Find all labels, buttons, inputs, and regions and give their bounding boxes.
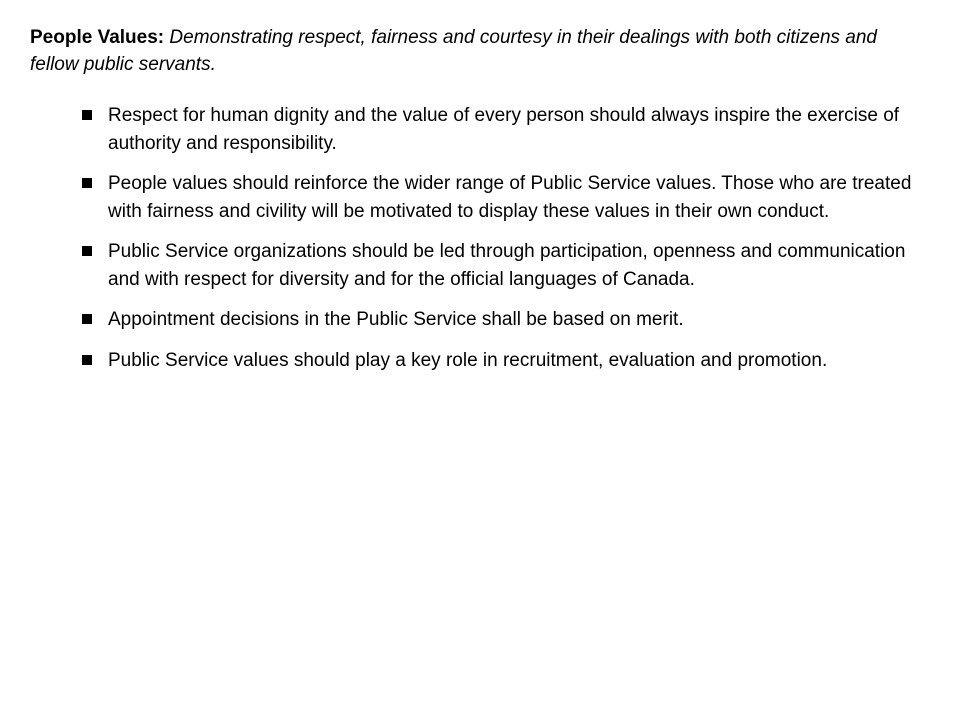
bullet-list — [80, 102, 940, 387]
bullet-text: People values should reinforce the wider range of Public Service values. Those who are treated with fairness and civility will be motivated to display these values in their own conduct. — [108, 173, 912, 222]
bullet-text: Appointment decisions in the Public Service shall be based on merit. — [108, 309, 684, 330]
square-bullet-icon — [82, 110, 92, 120]
square-bullet-icon — [82, 355, 92, 365]
bullet-text: Respect for human dignity and the value of every person should always inspire the exercise of authority and responsibility. — [108, 105, 900, 154]
bullet-text: Public Service organizations should be led through participation, openness and communication and with respect for diversity and for the official languages of Canada. — [108, 241, 906, 290]
list-item — [80, 102, 940, 157]
square-bullet-icon — [82, 246, 92, 256]
list-item — [80, 238, 940, 293]
section-heading — [30, 24, 930, 78]
square-bullet-icon — [82, 314, 92, 324]
bullet-text: Public Service values should play a key role in recruitment, evaluation and promotion. — [108, 349, 828, 371]
list-item — [80, 170, 940, 225]
list-item — [80, 347, 940, 375]
heading-label: People Values: — [30, 27, 165, 48]
square-bullet-icon — [82, 178, 92, 188]
heading-description: Demonstrating respect, fairness and courtesy in their dealings with both citizens and fellow public servants. — [30, 27, 877, 75]
list-item — [80, 306, 940, 334]
